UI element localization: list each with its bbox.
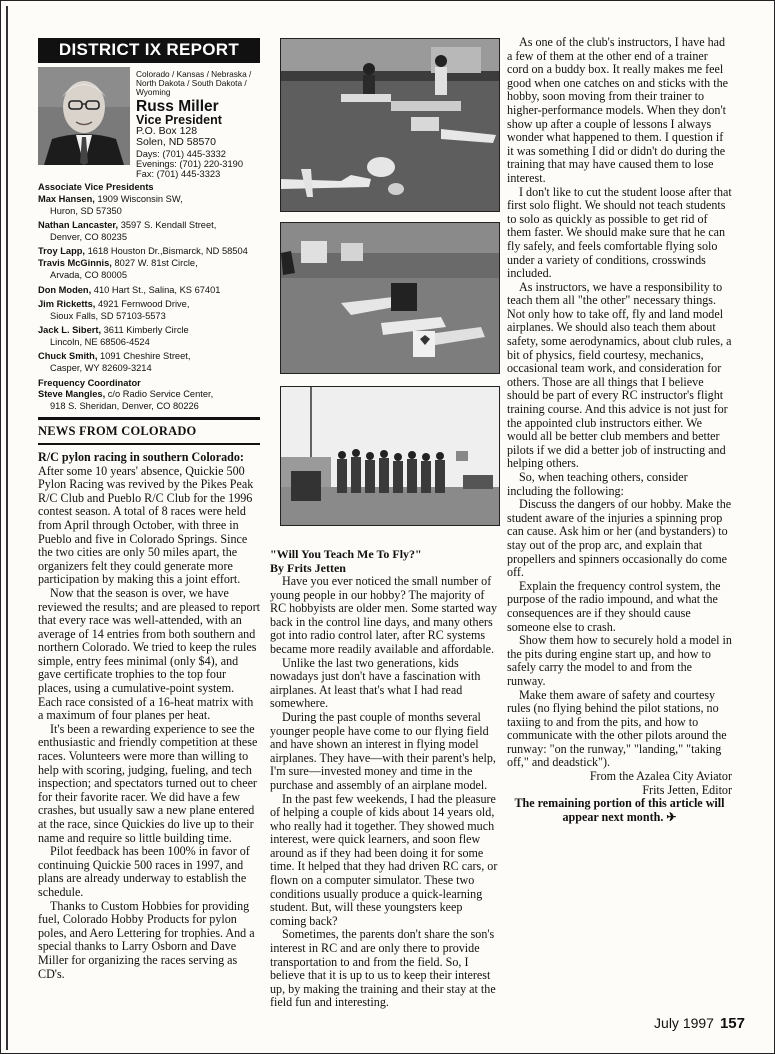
article-paragraph: In the past few weekends, I had the pleasure of helping a couple of kids about 14 years old, who really had it together. They showed much interest, were quick learners, and soon flew around as if they had been doing it for some time. It helped that they had driven RC cars, or flown on a computer simulator. These two conditions usually produce a quick-learning student. But, will these youngsters keep coming back? — [270, 791, 498, 928]
vp-portrait-photo — [38, 67, 130, 165]
vp-days-phone: Days: (701) 445-3332 — [136, 149, 226, 160]
associate-name: Nathan Lancaster, — [38, 220, 119, 231]
vp-title: Vice President — [136, 112, 222, 127]
article-paragraph: Sometimes, the parents don't share the son's interest in RC and are only there to provide transportation to and from the field. So, I believe that it is up to us to keep their interest up, by making the training and their stay at the field fun and interesting. — [270, 927, 496, 1010]
associate-entry — [38, 194, 260, 218]
news-runin-heading: R/C pylon racing in southern Colorado: — [38, 449, 244, 464]
news-paragraph: Thanks to Custom Hobbies for providing fuel, Colorado Hobby Products for pylon poles, and Aero Lettering for trophies. And a special thanks to Larry Osborn and Dave Miller for organizing the races serving as CD's. — [38, 898, 255, 981]
article-paragraph: Show them how to securely hold a model in the pits during engine start up, and how to safely carry the model to and from the runway. — [507, 633, 732, 688]
associate-vp-heading: Associate Vice Presidents — [38, 182, 154, 193]
associate-address: 4921 Fernwood Drive, — [97, 299, 190, 310]
left-column — [38, 38, 260, 981]
associate-address: 1091 Cheshire Street, — [100, 351, 191, 362]
page-edge-rule — [6, 6, 8, 1050]
pylon-racing-photo-crowd — [280, 386, 500, 526]
associate-entry — [38, 258, 260, 282]
associate-entry — [38, 285, 260, 297]
associate-vp-list — [38, 182, 260, 413]
page-number: 157 — [719, 1015, 745, 1032]
article-paragraph: Have you ever noticed the small number of young people in our hobby? The majority of RC hobbyists are older men. Some started way back in the control line days, and many others got into radio control later, after RC systems became more readily available and affordable. — [270, 574, 498, 656]
associate-entry — [38, 220, 260, 244]
vp-contact-info — [136, 67, 260, 179]
news-paragraph — [38, 451, 260, 587]
article-byline: By Frits Jetten — [270, 560, 346, 575]
associate-address: 1618 Houston Dr.,Bismarck, ND 58504 — [87, 246, 248, 257]
associate-address: 410 Hart St., Salina, KS 67401 — [93, 284, 221, 295]
article-editor: Frits Jetten, Editor — [642, 782, 732, 797]
article-continued-note — [507, 797, 732, 824]
article-paragraph: As one of the club's instructors, I have had a few of them at the other end of a trainer cord on a buddy box. It really makes me feel good when one catches on and sticks with the hobby, soon moving from their trainer to higher-performance models. When they don't show up after a couple of lessons I always wonder what happened to them. I question if it was something I did or didn't do during the training that may have caused them to lose interest. — [507, 35, 728, 185]
right-column — [507, 36, 732, 824]
pylon-racing-photo-pits — [280, 38, 500, 212]
associate-name: Max Hansen, — [38, 194, 95, 205]
frequency-coordinator-heading: Frequency Coordinator — [38, 377, 141, 388]
associate-city: Denver, CO 80235 — [50, 232, 128, 243]
associate-address: 3611 Kimberly Circle — [103, 325, 189, 336]
pylon-racing-photo-planes — [280, 222, 500, 374]
article-title: "Will You Teach Me To Fly?" — [270, 547, 422, 561]
associate-entry — [38, 351, 260, 375]
vice-president-block — [38, 67, 260, 179]
associate-entry — [38, 246, 260, 258]
district-report-header: DISTRICT IX REPORT — [38, 38, 260, 63]
news-paragraph: Now that the season is over, we have reviewed the results; and are pleased to report that every race was well-attended, with an average of 14 entries from both southern and northern Colorado. We tried to keep the rules simple, entry fees minimal (only $4), and gave certificate trophies to the top four places, using a cumulative-point system. Each race consisted of a 16-heat matrix with a maximum of four planes per heat. — [38, 585, 260, 723]
article-paragraph: During the past couple of months several younger people have come to our flying field and have shown an interest in flying model airplanes. They have—with their parent's help, I'm sure—invested money and time in the purchase and assembly of an airplane model. — [270, 709, 496, 792]
associate-city: Lincoln, NE 68506-4524 — [50, 337, 150, 348]
vp-states: Colorado / Kansas / Nebraska / North Dakota / South Dakota / Wyoming — [136, 69, 252, 98]
article-paragraph: Make them aware of safety and courtesy rules (no flying behind the pilot stations, no taxiing to and from the pits, and how to communicate with the other pilots around the runway: "on the runway," "landing," "taking off," and deadstick"). — [507, 687, 727, 770]
frequency-coordinator-name: Steve Mangles, — [38, 389, 106, 400]
associate-city: Huron, SD 57350 — [50, 205, 122, 216]
news-paragraph: Pilot feedback has been 100% in favor of continuing Quickie 500 races in 1997, and plans are already underway to establish the schedule. — [38, 844, 250, 899]
associate-name: Jim Ricketts, — [38, 299, 96, 310]
associate-address: 1909 Wisconsin SW, — [97, 194, 183, 205]
section-divider — [38, 443, 260, 445]
issue-date: July 1997 — [654, 1015, 714, 1031]
frequency-coordinator — [38, 378, 260, 413]
article-heading — [270, 548, 500, 575]
article-body-part-1 — [270, 575, 500, 1010]
vp-evenings-phone: Evenings: (701) 220-3190 — [136, 159, 243, 170]
article-continued-text: The remaining portion of this article will appear next month. — [514, 796, 725, 824]
news-body — [38, 451, 260, 981]
article-paragraph: Discuss the dangers of our hobby. Make the student aware of the injuries a spinning prop can cause. Ask him or her (and bystanders) to stay out of the prop arc, and explain that propellers and spinners occasionally do come off. — [507, 497, 732, 580]
article-paragraph: As instructors, we have a responsibility to teach them all "the other" necessary things. Not only how to take off, fly and land model airplanes. We should also teach them about safety, some aerodynamics, about club rules, a bit of physics, field courtesy, mechanics, occasional team work, and consideration for others. Those are all things that I believe should be part of every RC instructor's flight training course. And this advice is not just for the appointed club instructors either. We would all be better club members and better pilots if we did a better job of instructing and helping others. — [507, 279, 732, 471]
article-body-part-2 — [507, 36, 732, 824]
airplane-icon: ✈ — [666, 809, 677, 824]
associate-entry — [38, 299, 260, 323]
vp-address-line-2: Solen, ND 58570 — [136, 136, 216, 149]
page-footer — [654, 1015, 745, 1032]
vp-address-line-1: P.O. Box 128 — [136, 125, 198, 138]
associate-name: Travis McGinnis, — [38, 258, 112, 269]
associate-address: 3597 S. Kendall Street, — [120, 220, 217, 231]
associate-name: Don Moden, — [38, 284, 92, 295]
article-paragraph: Explain the frequency control system, the purpose of the radio impound, and what the consequences are if they should cause someone else to crash. — [507, 578, 721, 634]
article-paragraph: So, when teaching others, consider including the following: — [507, 470, 688, 498]
associate-city: Sioux Falls, SD 57103-5573 — [50, 310, 166, 321]
article-paragraph: Unlike the last two generations, kids nowadays just don't have a fascination with airplanes. At least that's what I had read somewhere. — [270, 655, 481, 711]
news-paragraph-text: After some 10 years' absence, Quickie 500 Pylon Racing was revived by the Pikes Peak R/C Club and Pueblo R/C Club for the 1996 contest season. A total of 8 races were held from April through October, with three in Pueblo and five in Colorado Springs. Since the two cities are only 50 miles apart, the organizers felt they could generate more participation by making this a joint effort. — [38, 463, 254, 587]
frequency-coordinator-address: c/o Radio Service Center, — [107, 389, 214, 400]
associate-entry — [38, 325, 260, 349]
middle-column — [270, 38, 500, 1010]
associate-address: 8027 W. 81st Circle, — [114, 258, 198, 269]
article-source: From the Azalea City Aviator — [589, 769, 732, 784]
associate-city: Casper, WY 82609-3214 — [50, 363, 152, 374]
frequency-coordinator-city: 918 S. Sheridan, Denver, CO 80226 — [50, 401, 199, 412]
associate-name: Jack L. Sibert, — [38, 325, 102, 336]
associate-name: Troy Lapp, — [38, 246, 86, 257]
vp-fax: Fax: (701) 445-3323 — [136, 169, 221, 180]
article-paragraph: I don't like to cut the student loose after that first solo flight. We should not teach students to solo as quickly as possible to get rid of them faster. We should make sure that he can fly safely, and feels comfortable flying solo under a variety of conditions, crosswinds included. — [507, 184, 732, 281]
associate-name: Chuck Smith, — [38, 351, 98, 362]
vp-name: Russ Miller — [136, 97, 219, 115]
news-paragraph: It's been a rewarding experience to see the enthusiastic and friendly competition at these races. Volunteers were more than willing to help with scoring, judging, fueling, and tech inspection; and spectators turned out to cheer for their favorite racer. We did have a few crashes, but usually saw a new plane entered at the race, since Quickies do live up to their name and require so little building time. — [38, 721, 258, 845]
news-section-heading: NEWS FROM COLORADO — [38, 423, 197, 438]
associate-city: Arvada, CO 80005 — [50, 270, 128, 281]
